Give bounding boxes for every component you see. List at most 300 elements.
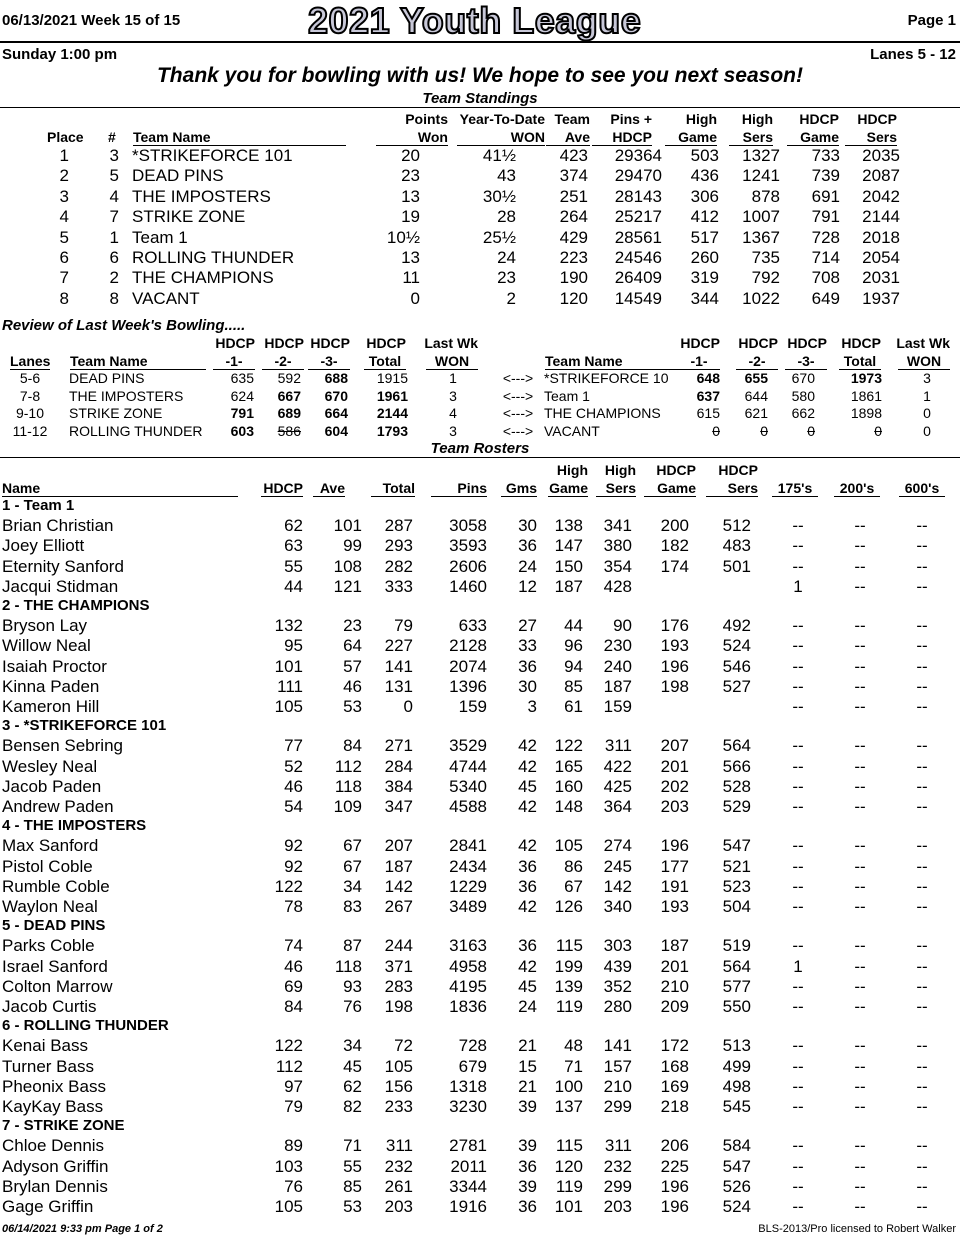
roster-stat: 425 <box>603 776 632 796</box>
standings-ave: 423 <box>559 146 588 165</box>
roster-stat: 24 <box>518 556 537 576</box>
roster-stat: 42 <box>518 897 537 916</box>
roster-stat: 105 <box>384 1056 413 1076</box>
roster-stat: 112 <box>275 1056 303 1076</box>
roster-stat: 82 <box>343 1097 362 1116</box>
roster-stat: -- <box>792 697 804 716</box>
roster-stat: 203 <box>660 797 689 816</box>
roster-stat: -- <box>792 1156 804 1176</box>
review-og3: 580 <box>791 387 815 404</box>
roster-header-name: Name <box>2 480 238 497</box>
col-header-ytd-line2: WON <box>457 129 545 146</box>
roster-stat: -- <box>916 897 928 916</box>
roster-stat: 371 <box>384 956 413 976</box>
roster-stat: -- <box>916 876 928 896</box>
roster-stat: 159 <box>458 697 487 716</box>
roster-stat: -- <box>792 1176 804 1196</box>
roster-stat: 45 <box>343 1056 362 1076</box>
standings-team-number: 2 <box>109 268 119 288</box>
col-header-hdcp-game-line1: HDCP <box>799 111 839 127</box>
roster-player-name: Kenai Bass <box>2 1036 88 1056</box>
standings-ytd: 24 <box>497 248 516 267</box>
roster-stat: 284 <box>384 756 413 776</box>
roster-player-name: Willow Neal <box>2 636 91 656</box>
roster-stat: -- <box>854 1097 866 1116</box>
roster-stat: -- <box>916 1156 928 1176</box>
roster-stat: 1836 <box>449 997 487 1016</box>
roster-stat: 2781 <box>449 1136 487 1156</box>
review-header-game2-line2: -2- <box>262 353 304 370</box>
roster-stat: 196 <box>660 1197 689 1216</box>
roster-stat: -- <box>792 756 804 776</box>
roster-stat: 97 <box>284 1076 303 1096</box>
standings-ave: 251 <box>559 186 588 206</box>
standings-ave: 374 <box>559 166 588 186</box>
roster-stat: 299 <box>603 1097 632 1116</box>
roster-stat: 30 <box>518 516 537 536</box>
roster-stat: -- <box>792 836 804 856</box>
review-lanes: 9-10 <box>15 405 45 421</box>
roster-stat: -- <box>916 1197 928 1216</box>
roster-stat: 299 <box>603 1176 632 1196</box>
standings-place: 3 <box>59 186 69 206</box>
review-team-name: STRIKE ZONE <box>69 405 163 421</box>
roster-stat: 99 <box>343 536 362 556</box>
roster-stat: 126 <box>554 897 583 916</box>
roster-stat: 159 <box>603 697 632 716</box>
review-header-game3-opp-line1: HDCP <box>787 335 827 351</box>
review-tot: 2144 <box>376 405 408 421</box>
standings-points: 10½ <box>386 227 420 247</box>
roster-stat: 209 <box>660 997 689 1016</box>
roster-stat: 233 <box>384 1097 413 1116</box>
standings-points: 0 <box>410 288 420 308</box>
roster-stat: -- <box>792 856 804 876</box>
roster-stat: 187 <box>603 676 632 696</box>
roster-stat: 3344 <box>449 1176 487 1196</box>
standings-points: 23 <box>401 166 420 186</box>
roster-stat: -- <box>854 576 866 596</box>
rosters-rule <box>0 457 960 458</box>
roster-stat: 83 <box>343 897 362 916</box>
roster-stat: -- <box>916 736 928 756</box>
roster-stat: 165 <box>554 756 583 776</box>
standings-team-number: 3 <box>109 146 119 165</box>
roster-stat: -- <box>916 676 928 696</box>
review-header-total-line2: Total <box>364 353 406 370</box>
roster-stat: -- <box>792 876 804 896</box>
review-header-game3-line1: HDCP <box>310 335 350 351</box>
standings-team-name: THE IMPOSTERS <box>132 186 271 206</box>
review-header-won-opp-line2: WON <box>898 353 950 370</box>
roster-stat: 513 <box>722 1036 751 1056</box>
roster-player-name: Wesley Neal <box>2 756 98 776</box>
roster-stat: -- <box>854 997 866 1016</box>
standings-place: 8 <box>59 288 69 308</box>
roster-stat: 564 <box>722 736 751 756</box>
roster-player-name: KayKay Bass <box>2 1097 104 1116</box>
roster-stat: 207 <box>660 736 689 756</box>
roster-stat: -- <box>792 976 804 996</box>
roster-stat: 94 <box>564 656 583 676</box>
roster-stat: 0 <box>403 697 413 716</box>
review-header-team-name: Team Name <box>70 353 206 370</box>
roster-stat: 203 <box>384 1197 413 1216</box>
review-g3: 604 <box>324 422 348 439</box>
roster-stat: 42 <box>518 956 537 976</box>
review-header-won-line2: WON <box>426 353 478 370</box>
roster-stat: 63 <box>284 536 303 556</box>
standings-ave: 120 <box>559 288 588 308</box>
standings-points: 13 <box>401 248 420 267</box>
roster-player-name: Andrew Paden <box>2 797 114 816</box>
review-g1: 791 <box>230 405 254 421</box>
roster-stat: 100 <box>554 1076 583 1096</box>
roster-stat: -- <box>854 736 866 756</box>
roster-stat: 547 <box>722 836 751 856</box>
review-g2: 689 <box>277 405 301 421</box>
roster-stat: 287 <box>384 516 413 536</box>
roster-stat: -- <box>916 1136 928 1156</box>
roster-stat: 283 <box>384 976 413 996</box>
roster-stat: 23 <box>343 616 362 636</box>
roster-player-name: Kinna Paden <box>2 676 100 696</box>
roster-stat: 34 <box>343 876 362 896</box>
roster-stat: -- <box>792 1056 804 1076</box>
roster-player-name: Pistol Coble <box>2 856 93 876</box>
roster-stat: -- <box>916 1097 928 1116</box>
review-tot: 1915 <box>376 370 408 386</box>
roster-stat: 200 <box>660 516 689 536</box>
roster-stat: 84 <box>284 997 303 1016</box>
roster-stat: 115 <box>555 936 583 956</box>
col-header-team-ave-line2: Ave <box>546 129 590 146</box>
roster-stat: 119 <box>555 997 583 1016</box>
roster-stat: 44 <box>564 616 583 636</box>
col-header-points-line2: Won <box>376 129 448 146</box>
roster-stat: 86 <box>564 856 583 876</box>
standings-hs: 878 <box>751 186 780 206</box>
roster-stat: 3593 <box>449 536 487 556</box>
rosters-title: Team Rosters <box>430 440 530 457</box>
review-header-total-line1: HDCP <box>366 335 406 351</box>
standings-pins: 14549 <box>614 288 662 308</box>
roster-stat: 101 <box>274 656 303 676</box>
roster-stat: 352 <box>603 976 632 996</box>
roster-stat: -- <box>792 1197 804 1216</box>
standings-place: 5 <box>59 227 69 247</box>
roster-header-hdg-line2: Game <box>644 480 696 497</box>
roster-stat: -- <box>854 856 866 876</box>
review-g3: 664 <box>324 405 348 421</box>
standings-hs: 1241 <box>742 166 780 186</box>
col-header-high-game-line1: High <box>685 111 717 127</box>
roster-stat: 519 <box>722 936 751 956</box>
roster-player-name: Jacqui Stidman <box>2 576 119 596</box>
roster-stat: 498 <box>722 1076 751 1096</box>
roster-stat: -- <box>854 636 866 656</box>
footer-license: BLS-2013/Pro licensed to Robert Walker <box>758 1223 956 1235</box>
roster-stat: 244 <box>384 936 413 956</box>
review-opp-team-name: THE CHAMPIONS <box>544 405 661 421</box>
standings-pins: 29470 <box>614 166 662 186</box>
roster-team-heading: 4 - THE IMPOSTERS <box>2 817 147 835</box>
standings-hs: 1367 <box>742 227 780 247</box>
roster-player-name: Parks Coble <box>2 936 95 956</box>
roster-stat: 232 <box>603 1156 632 1176</box>
roster-stat: 282 <box>384 556 413 576</box>
standings-ytd: 30½ <box>482 186 516 206</box>
roster-stat: -- <box>916 536 928 556</box>
standings-hds: 2018 <box>862 227 900 247</box>
roster-player-name: Adyson Griffin <box>2 1156 109 1176</box>
roster-team-heading: 5 - DEAD PINS <box>2 917 106 935</box>
roster-stat: 77 <box>284 736 303 756</box>
roster-player-name: Rumble Coble <box>2 876 110 896</box>
roster-stat: 132 <box>274 616 303 636</box>
standings-hds: 2054 <box>862 248 900 267</box>
roster-stat: -- <box>854 676 866 696</box>
roster-stat: 3489 <box>449 897 487 916</box>
roster-stat: -- <box>792 516 804 536</box>
roster-player-name: Waylon Neal <box>2 897 98 916</box>
standings-ave: 223 <box>559 248 588 267</box>
roster-stat: 4744 <box>449 756 487 776</box>
roster-stat: 36 <box>518 936 537 956</box>
review-header-game1-line1: HDCP <box>215 335 255 351</box>
roster-stat: 199 <box>554 956 583 976</box>
roster-stat: 202 <box>660 776 689 796</box>
col-header-hdcp-game-line2: Game <box>787 129 839 146</box>
roster-stat: 119 <box>555 1176 583 1196</box>
roster-stat: -- <box>916 1076 928 1096</box>
roster-stat: 271 <box>384 736 413 756</box>
roster-player-name: Turner Bass <box>2 1056 94 1076</box>
roster-stat: 48 <box>564 1036 583 1056</box>
standings-team-number: 6 <box>109 248 119 267</box>
roster-header-total: Total <box>371 480 415 497</box>
roster-stat: -- <box>854 1197 866 1216</box>
roster-stat: -- <box>854 556 866 576</box>
standings-team-name: STRIKE ZONE <box>132 207 246 227</box>
roster-stat: -- <box>916 697 928 716</box>
review-header-lanes: Lanes <box>10 353 51 369</box>
review-og2: 621 <box>744 405 768 421</box>
roster-stat: 1 <box>793 956 803 976</box>
roster-header-hg-line1: High <box>556 462 588 478</box>
review-og3: 670 <box>791 370 815 386</box>
standings-hs: 1327 <box>742 146 780 165</box>
roster-stat: -- <box>916 976 928 996</box>
standings-ytd: 43 <box>497 166 516 186</box>
roster-stat: 141 <box>384 656 413 676</box>
roster-stat: -- <box>854 956 866 976</box>
roster-stat: 53 <box>343 697 362 716</box>
roster-stat: 72 <box>394 1036 413 1056</box>
roster-stat: 201 <box>660 956 689 976</box>
roster-player-name: Pheonix Bass <box>2 1076 106 1096</box>
roster-stat: 76 <box>284 1176 303 1196</box>
standings-team-name: DEAD PINS <box>132 166 224 186</box>
roster-stat: 101 <box>554 1197 583 1216</box>
roster-stat: 203 <box>603 1197 632 1216</box>
roster-stat: 1460 <box>449 576 487 596</box>
roster-stat: 62 <box>284 516 303 536</box>
roster-stat: 115 <box>555 1136 583 1156</box>
roster-stat: -- <box>854 936 866 956</box>
roster-player-name: Bryson Lay <box>2 616 88 636</box>
roster-stat: 225 <box>660 1156 689 1176</box>
review-og1: 0 <box>712 422 720 439</box>
standings-hg: 306 <box>690 186 719 206</box>
roster-stat: 76 <box>343 997 362 1016</box>
roster-stat: 109 <box>333 797 362 816</box>
roster-stat: 4958 <box>449 956 487 976</box>
roster-stat: 54 <box>284 797 303 816</box>
standings-pins: 28561 <box>614 227 662 247</box>
roster-player-name: Joey Elliott <box>2 536 85 556</box>
roster-header-c200: 200's <box>834 480 880 497</box>
roster-stat: 111 <box>277 676 303 696</box>
review-vs-arrow: <---> <box>502 370 534 386</box>
roster-stat: 15 <box>518 1056 537 1076</box>
review-won: 4 <box>449 405 457 421</box>
roster-stat: -- <box>854 756 866 776</box>
roster-stat: 4195 <box>449 976 487 996</box>
standings-team-number: 4 <box>109 186 119 206</box>
roster-stat: 198 <box>660 676 689 696</box>
review-g3: 670 <box>324 387 348 404</box>
roster-stat: 3 <box>527 697 537 716</box>
standings-rule <box>0 107 960 108</box>
standings-ave: 264 <box>559 207 588 227</box>
roster-player-name: Colton Marrow <box>2 976 113 996</box>
roster-stat: 526 <box>722 1176 751 1196</box>
roster-stat: 3230 <box>449 1097 487 1116</box>
roster-stat: -- <box>854 876 866 896</box>
roster-stat: 679 <box>458 1056 487 1076</box>
review-header-won-opp-line1: Last Wk <box>896 335 950 351</box>
roster-stat: 174 <box>660 556 689 576</box>
col-header-high-series-line2: Sers <box>729 129 773 146</box>
roster-player-name: Jacob Curtis <box>2 997 97 1016</box>
roster-header-ave: Ave <box>313 480 345 497</box>
roster-player-name: Brylan Dennis <box>2 1176 108 1196</box>
col-header-pins-hdcp-line1: Pins + <box>610 111 652 127</box>
roster-stat: 1396 <box>449 676 487 696</box>
roster-stat: 384 <box>384 776 413 796</box>
roster-team-heading: 7 - STRIKE ZONE <box>2 1117 125 1135</box>
roster-stat: -- <box>854 976 866 996</box>
roster-stat: -- <box>792 676 804 696</box>
roster-stat: -- <box>916 936 928 956</box>
roster-stat: -- <box>916 616 928 636</box>
roster-player-name: Isaiah Proctor <box>2 656 107 676</box>
review-vs-arrow: <---> <box>502 405 534 421</box>
roster-stat: 69 <box>284 976 303 996</box>
review-header-game1-opp-line1: HDCP <box>680 335 720 351</box>
roster-stat: 46 <box>343 676 362 696</box>
roster-stat: 187 <box>554 576 583 596</box>
header-rule <box>0 41 960 43</box>
roster-stat: 527 <box>722 676 751 696</box>
roster-stat: 512 <box>722 516 751 536</box>
standings-hdg: 739 <box>811 166 840 186</box>
roster-stat: 30 <box>518 676 537 696</box>
roster-stat: 545 <box>722 1097 751 1116</box>
roster-stat: -- <box>916 1036 928 1056</box>
review-g1: 624 <box>230 387 254 404</box>
roster-stat: 566 <box>722 756 751 776</box>
review-og2: 655 <box>744 370 768 386</box>
roster-stat: 67 <box>343 836 362 856</box>
roster-stat: 122 <box>274 1036 303 1056</box>
roster-stat: 172 <box>660 1036 689 1056</box>
page-number: Page 1 <box>907 12 956 29</box>
roster-stat: 42 <box>518 797 537 816</box>
roster-stat: 3163 <box>449 936 487 956</box>
roster-stat: 193 <box>660 897 689 916</box>
roster-stat: 550 <box>722 997 751 1016</box>
roster-stat: -- <box>916 656 928 676</box>
standings-hdg: 728 <box>811 227 840 247</box>
standings-points: 20 <box>401 146 420 165</box>
review-opp-won: 0 <box>923 422 931 439</box>
roster-header-hdcp: HDCP <box>261 480 303 497</box>
footer-timestamp: 06/14/2021 9:33 pm Page 1 of 2 <box>2 1223 163 1235</box>
roster-stat: 87 <box>343 936 362 956</box>
roster-stat: 79 <box>394 616 413 636</box>
roster-stat: 34 <box>343 1036 362 1056</box>
roster-stat: 103 <box>274 1156 303 1176</box>
review-g2: 592 <box>277 370 301 386</box>
roster-stat: 45 <box>518 976 537 996</box>
roster-stat: 341 <box>603 516 632 536</box>
roster-stat: 232 <box>384 1156 413 1176</box>
roster-stat: 157 <box>603 1056 632 1076</box>
roster-stat: 347 <box>384 797 413 816</box>
roster-stat: 521 <box>722 856 751 876</box>
roster-stat: 148 <box>554 797 583 816</box>
roster-stat: 187 <box>384 856 413 876</box>
roster-stat: 27 <box>518 616 537 636</box>
roster-stat: 380 <box>603 536 632 556</box>
roster-stat: -- <box>854 1176 866 1196</box>
roster-header-c175: 175's <box>772 480 818 497</box>
standings-pins: 26409 <box>614 268 662 288</box>
roster-player-name: Max Sanford <box>2 836 99 856</box>
review-header-total-opp-line1: HDCP <box>841 335 881 351</box>
roster-stat: 156 <box>384 1076 413 1096</box>
roster-stat: -- <box>792 936 804 956</box>
review-header-won-line1: Last Wk <box>424 335 478 351</box>
roster-stat: -- <box>854 897 866 916</box>
roster-stat: 633 <box>458 616 487 636</box>
standings-pins: 24546 <box>614 248 662 267</box>
roster-stat: -- <box>854 1156 866 1176</box>
review-og3: 662 <box>791 405 815 421</box>
standings-pins: 28143 <box>614 186 662 206</box>
roster-stat: 42 <box>518 836 537 856</box>
roster-stat: -- <box>792 1076 804 1096</box>
roster-stat: -- <box>792 797 804 816</box>
roster-stat: 120 <box>554 1156 583 1176</box>
roster-stat: -- <box>792 1036 804 1056</box>
roster-stat: 141 <box>603 1036 632 1056</box>
roster-stat: 196 <box>660 656 689 676</box>
roster-stat: 53 <box>343 1197 362 1216</box>
review-og3: 0 <box>807 422 815 439</box>
